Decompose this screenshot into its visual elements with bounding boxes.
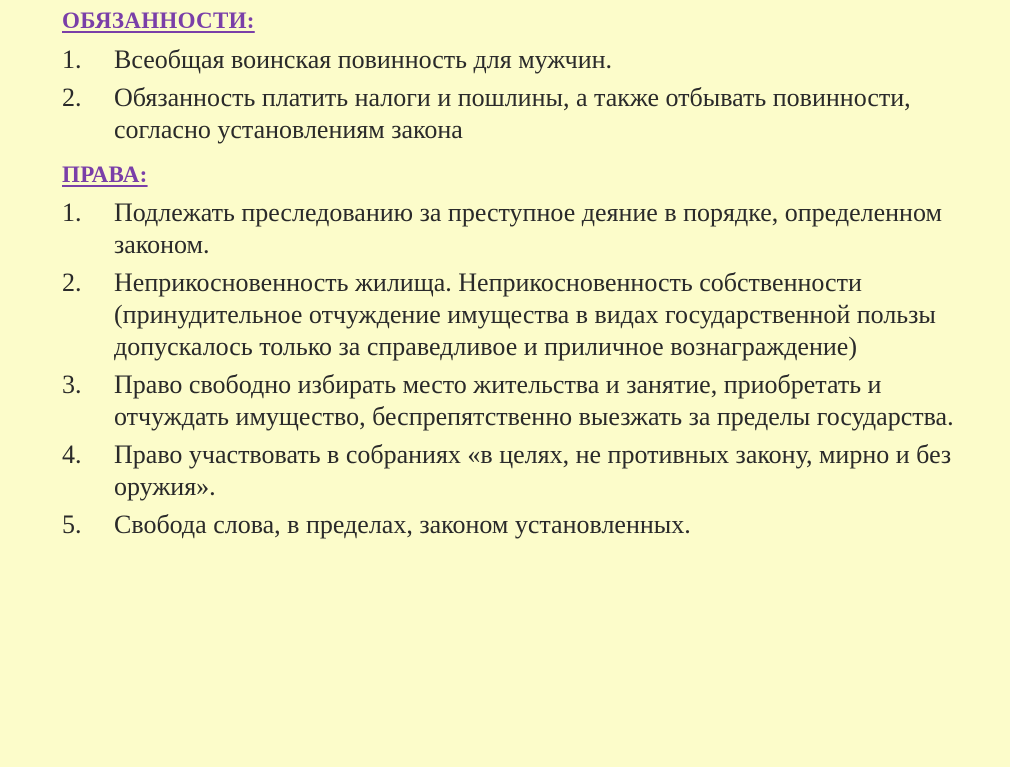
- duties-list-item: [62, 44, 992, 76]
- list-item-text: Неприкосновенность жилища. Неприкосновенность собственности (принудительное отчуждение имущества в видах государственной пользы допускалось только за справедливое и приличное вознаграждение): [114, 268, 936, 361]
- duties-list: [62, 44, 992, 152]
- rights-list-item: [62, 267, 992, 363]
- list-item-number: 1.: [62, 198, 82, 227]
- rights-list-item: [62, 509, 992, 541]
- rights-list: [62, 197, 992, 547]
- list-item-number: 1.: [62, 45, 82, 74]
- window-edge: [1010, 0, 1024, 767]
- duties-list-item: [62, 82, 992, 146]
- list-item-number: 2.: [62, 83, 82, 112]
- duties-heading: ОБЯЗАННОСТИ:: [62, 8, 255, 33]
- list-item-number: 4.: [62, 440, 82, 469]
- rights-list-item: [62, 369, 992, 433]
- list-item-text: Право участвовать в собраниях «в целях, не противных закону, мирно и без оружия».: [114, 440, 952, 501]
- list-item-number: 2.: [62, 268, 82, 297]
- list-item-number: 5.: [62, 510, 82, 539]
- rights-list-item: [62, 197, 992, 261]
- rights-list-item: [62, 439, 992, 503]
- list-item-text: Обязанность платить налоги и пошлины, а также отбывать повинности, согласно установлениям закона: [114, 83, 911, 144]
- list-item-text: Подлежать преследованию за преступное деяние в порядке, определенном законом.: [114, 198, 942, 259]
- rights-heading: ПРАВА:: [62, 162, 148, 187]
- list-item-text: Всеобщая воинская повинность для мужчин.: [114, 45, 613, 74]
- list-item-text: Право свободно избирать место жительства и занятие, приобретать и отчуждать имущество, беспрепятственно выезжать за пределы государства.: [114, 370, 954, 431]
- list-item-number: 3.: [62, 370, 82, 399]
- list-item-text: Свобода слова, в пределах, законом установленных.: [114, 510, 691, 539]
